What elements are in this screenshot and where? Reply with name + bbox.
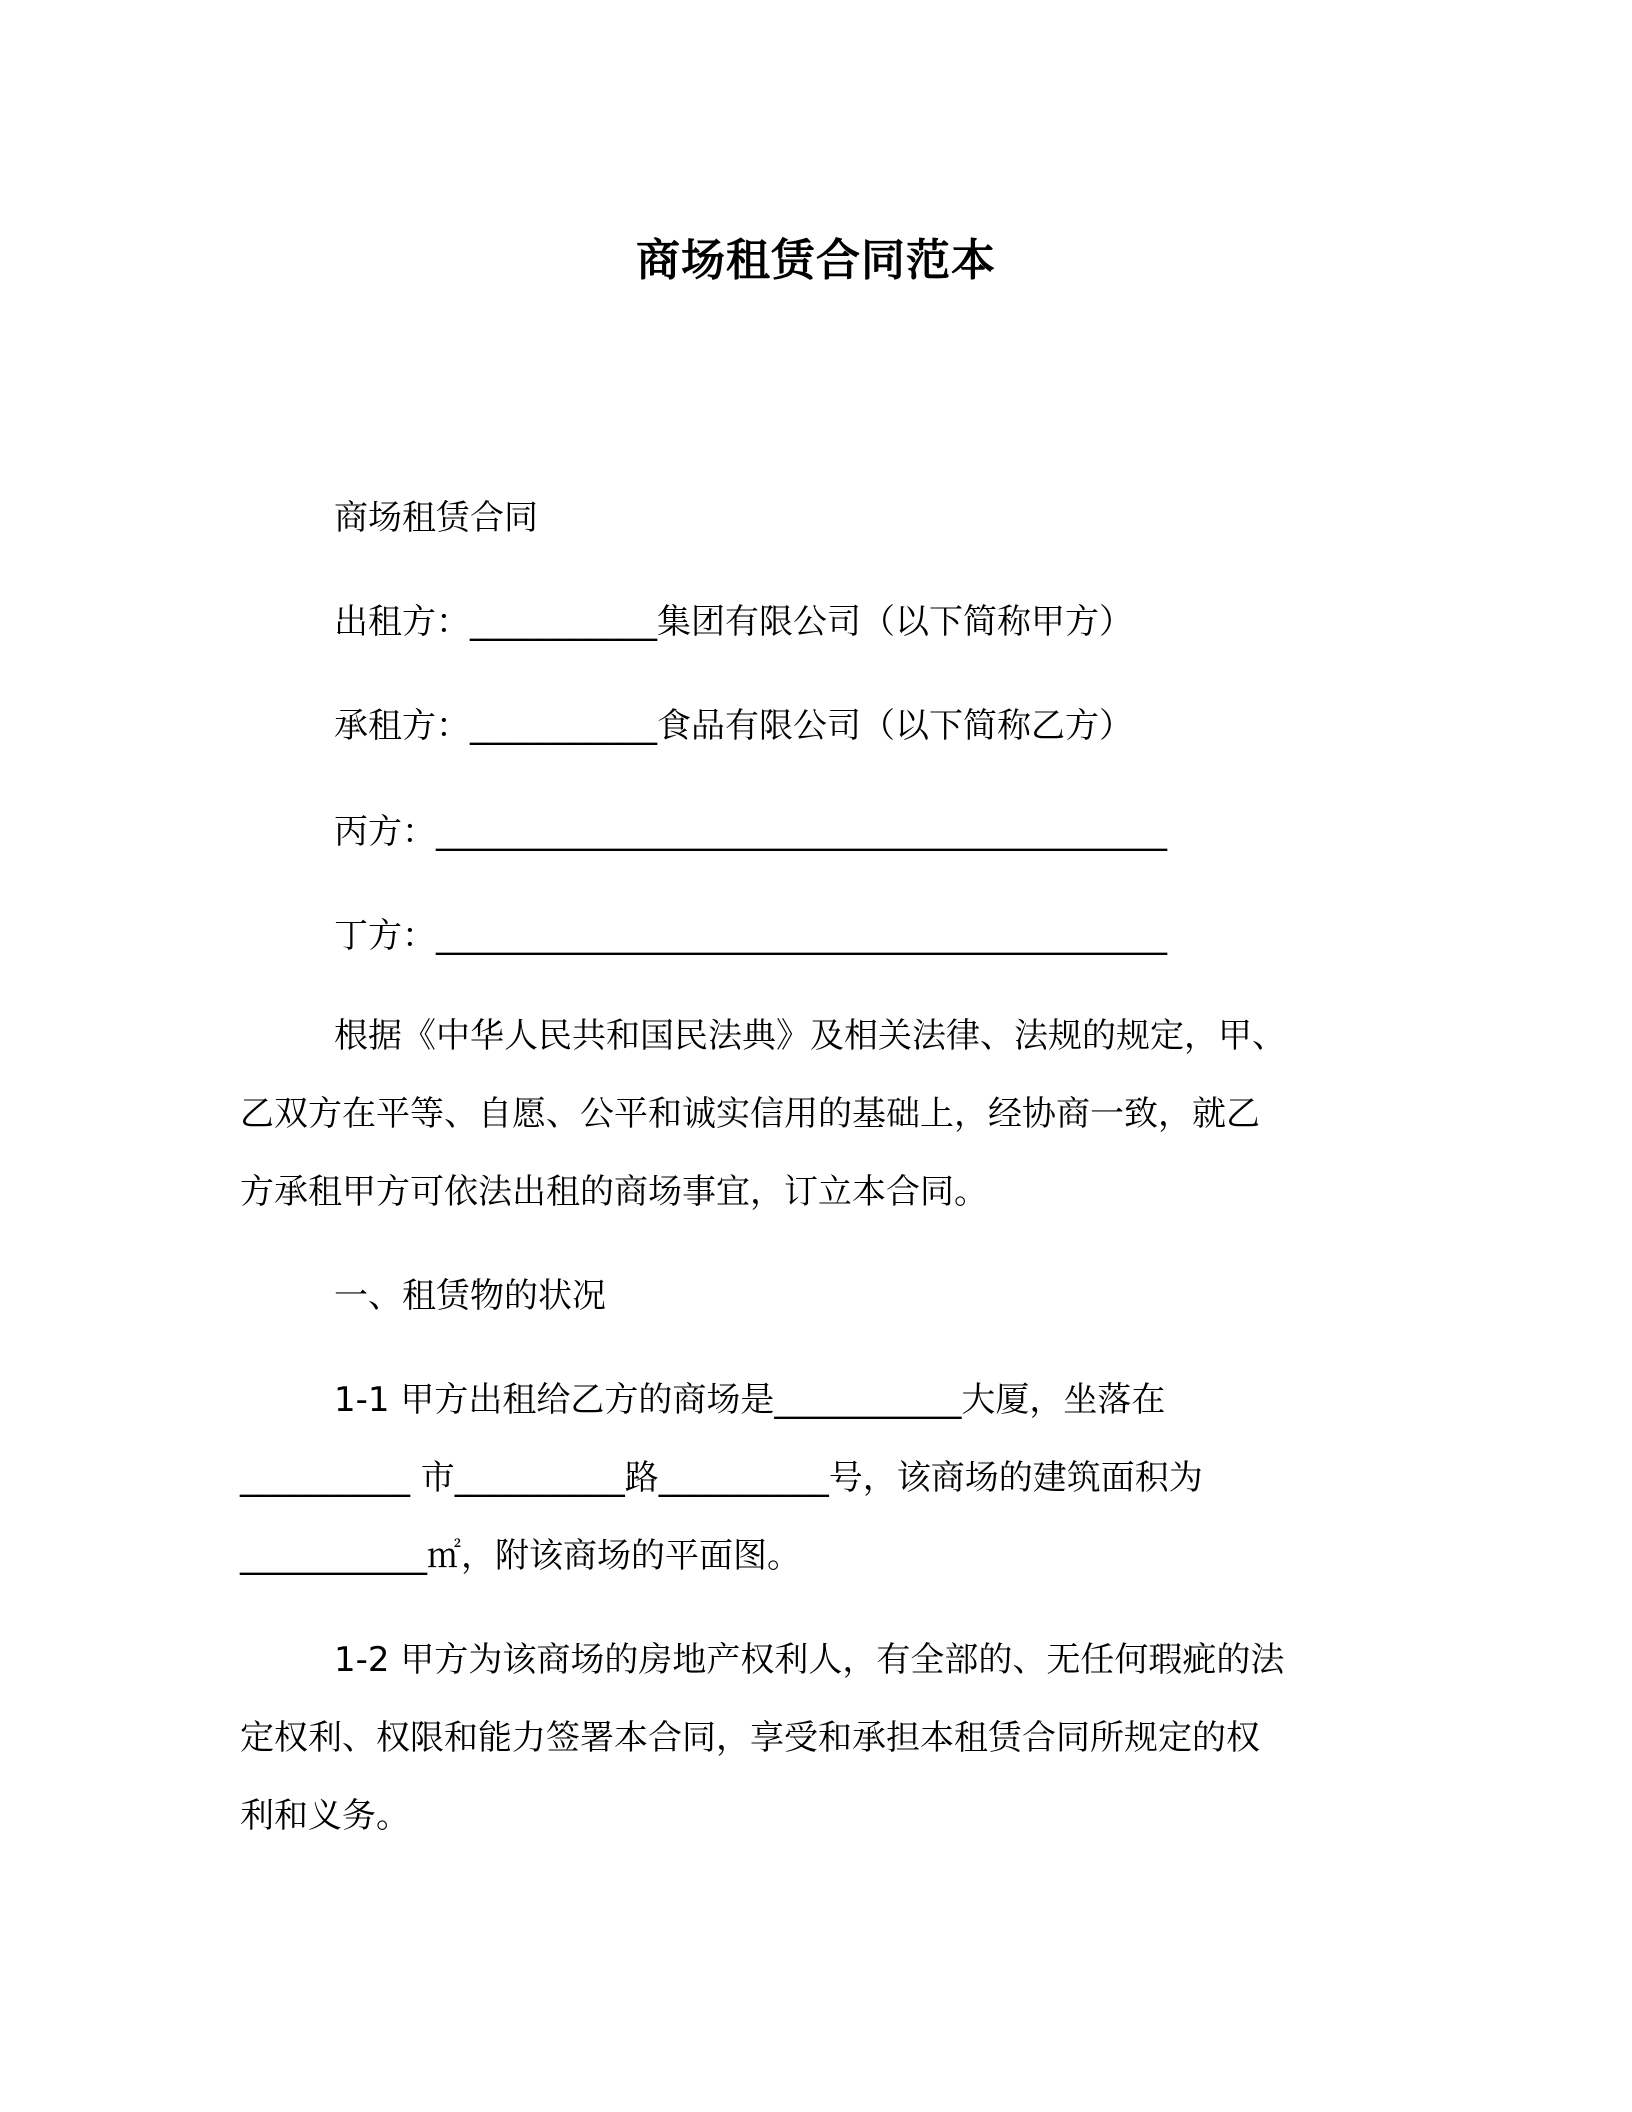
clause-1-1-line-3: ___________㎡，附该商场的平面图。: [240, 1536, 801, 1576]
clause-1-1-line-1: 1-1 甲方出租给乙方的商场是___________大厦，坐落在: [334, 1380, 1166, 1420]
section-1-title: 一、租赁物的状况: [334, 1276, 606, 1316]
clause-1-2-line-1: 1-2 甲方为该商场的房地产权利人，有全部的、无任何瑕疵的法: [334, 1640, 1285, 1680]
preamble-line-2: 乙双方在平等、自愿、公平和诚实信用的基础上，经协商一致，就乙: [240, 1094, 1260, 1134]
preamble-line-3: 方承租甲方可依法出租的商场事宜，订立本合同。: [240, 1172, 988, 1212]
lessee-line: 承租方：___________食品有限公司（以下简称乙方）: [334, 706, 1133, 746]
contract-heading: 商场租赁合同: [334, 498, 538, 538]
party-c-line: 丙方：___________________________________________: [334, 812, 1167, 852]
lessor-line: 出租方：___________集团有限公司（以下简称甲方）: [334, 602, 1133, 642]
preamble-line-1: 根据《中华人民共和国民法典》及相关法律、法规的规定，甲、: [334, 1016, 1286, 1056]
clause-1-1-line-2: __________ 市__________路__________号，该商场的建筑面积为: [240, 1458, 1203, 1498]
party-d-line: 丁方：___________________________________________: [334, 916, 1167, 956]
clause-1-2-line-2: 定权利、权限和能力签署本合同，享受和承担本租赁合同所规定的权: [240, 1718, 1260, 1758]
document-title: 商场租赁合同范本: [636, 235, 996, 286]
clause-1-2-line-3: 利和义务。: [240, 1796, 410, 1836]
